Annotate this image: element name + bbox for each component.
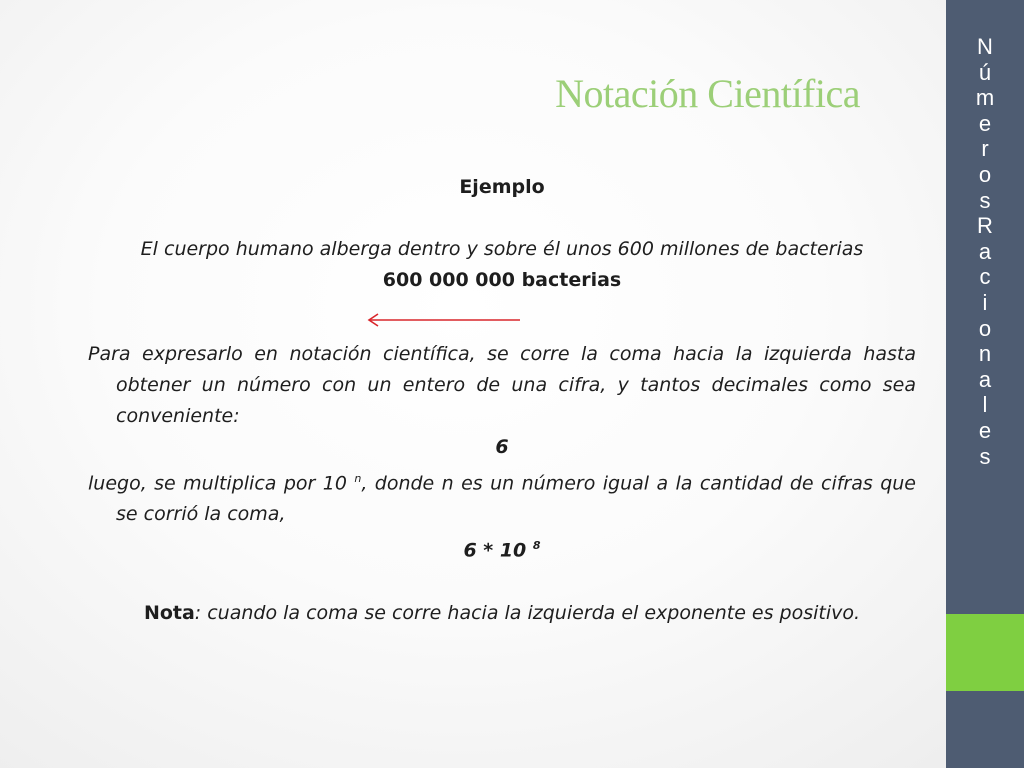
sidebar-letter: m [975, 85, 995, 111]
note-text: : cuando la coma se corre hacia la izquierda el exponente es positivo. [194, 601, 861, 624]
sidebar-letter: o [978, 161, 992, 187]
sidebar-vertical-text [946, 34, 1024, 469]
sidebar-letter: e [978, 417, 992, 443]
note-label: Nota [143, 601, 195, 624]
left-arrow-icon [364, 312, 524, 328]
sidebar-letter: N [977, 34, 993, 59]
slide-content [88, 172, 916, 629]
multiply-text-end: , donde n es un número igual a la cantidad de cifras que se corrió la coma, [116, 472, 916, 526]
sidebar-letter: c [979, 264, 991, 290]
note-line [88, 598, 916, 629]
bacteria-number: 600 000 000 bacterias [382, 269, 622, 291]
sidebar-letter: R [977, 213, 993, 239]
result-exponent: 8 [532, 539, 541, 553]
intro-line: El cuerpo humano alberga dentro y sobre él unos 600 millones de bacterias [140, 238, 864, 260]
sidebar-accent-block [946, 614, 1024, 691]
example-heading: Ejemplo [459, 176, 545, 198]
exponent-n: n [354, 472, 362, 485]
sidebar-letter: n [978, 341, 992, 367]
multiply-text-start: luego, se multiplica por 10 [88, 472, 355, 495]
sidebar-letter: a [978, 366, 992, 392]
sidebar-letter: r [981, 136, 989, 162]
sidebar-letter: s [979, 187, 991, 213]
result-base: 6 * 10 [463, 539, 533, 562]
sidebar-letter: s [979, 443, 991, 469]
sidebar [946, 0, 1024, 768]
sidebar-letter: l [982, 392, 988, 418]
result-expression [88, 530, 916, 566]
sidebar-letter: ú [978, 59, 992, 85]
explanation-paragraph: Para expresarlo en notación científica, se corre la coma hacia la izquierda hasta obtener un número con un entero de una cifra, y tantos decimales como sea conveniente: [88, 343, 916, 427]
multiply-paragraph [88, 463, 916, 530]
sidebar-letter: i [982, 289, 988, 315]
spacer [88, 203, 916, 234]
spacer [88, 567, 916, 598]
single-digit: 6 [495, 436, 509, 458]
sidebar-letter: a [978, 238, 992, 264]
sidebar-letter: e [978, 110, 992, 136]
spacer [88, 327, 916, 339]
slide-title: Notación Científica [555, 71, 860, 116]
sidebar-letter: o [978, 315, 992, 341]
